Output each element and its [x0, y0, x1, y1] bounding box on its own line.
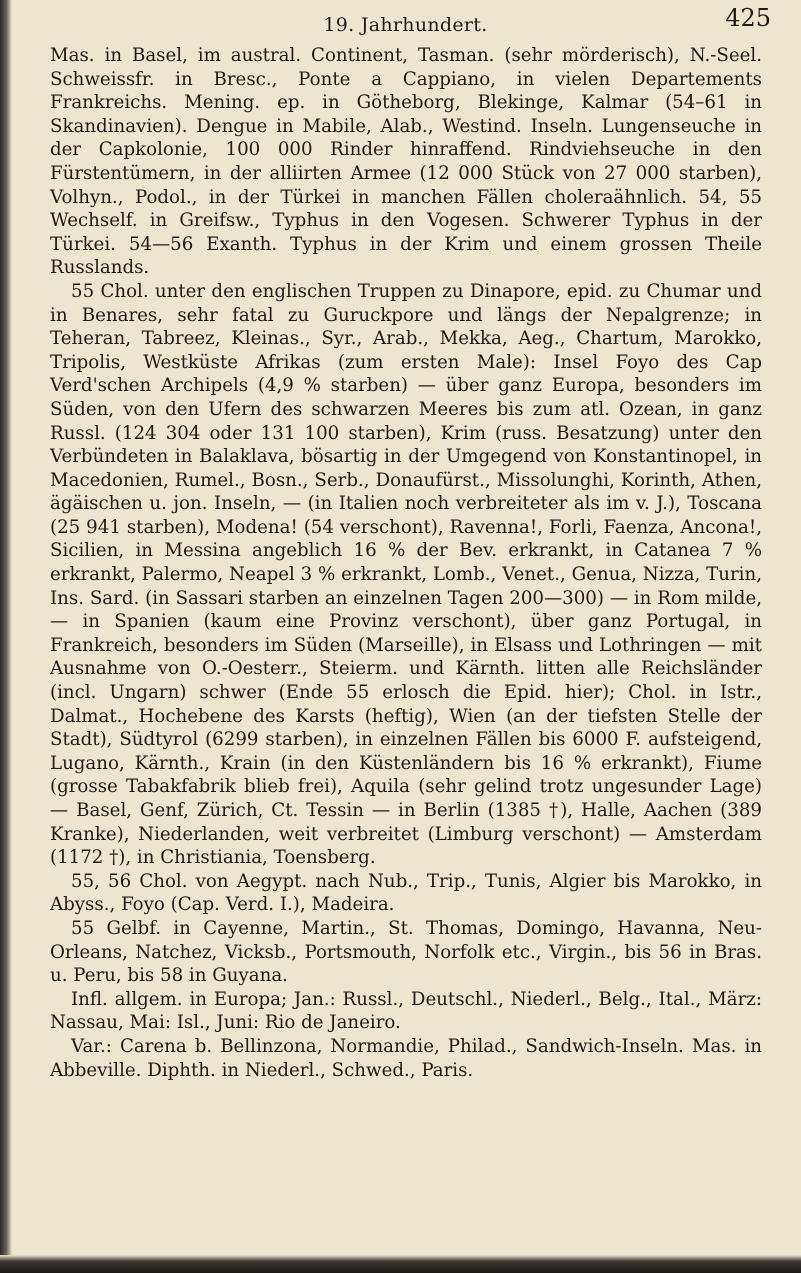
page-bottom-edge	[0, 1255, 801, 1273]
paragraph: Mas. in Basel, im austral. Continent, Tasman. (sehr mörderisch), N.-Seel. Schweissfr. in Bresc., Ponte a Cappiano, in vielen Departements Frankreichs. Mening. ep. in Götheborg, Blekinge, Kalmar (54–61 in Skandinavien). Dengue in Mabile, Alab., Westind. Inseln. Lungenseuche in der Capkolonie, 100 000 Rinder hinraffend. Rindviehseuche in den Fürstentümern, in der alliirten Armee (12 000 Stück von 27 000 starben), Volhyn., Podol., in der Türkei in manchen Fällen choleraähnlich. 54, 55 Wechself. in Greifsw., Typhus in den Vogesen. Schwerer Typhus in der Türkei. 54—56 Exanth. Typhus in der Krim und einem grossen Theile Russlands.	[50, 45, 762, 279]
paragraph: 55 Gelbf. in Cayenne, Martin., St. Thomas, Domingo, Havanna, Neu-Orleans, Natchez, Vicksb., Portsmouth, Norfolk etc., Virgin., bis 56 in Bras. u. Peru, bis 58 in Guyana.	[50, 917, 762, 987]
body-text	[50, 44, 762, 1082]
page-number: 425	[725, 4, 771, 32]
page-binding-shadow	[0, 0, 12, 1273]
paragraph: 55 Chol. unter den englischen Truppen zu Dinapore, epid. zu Chumar und in Benares, sehr fatal zu Guruckpore und längs der Nepalgrenze; in Teheran, Tabreez, Kleinas., Syr., Arab., Mekka, Aeg., Chartum, Marokko, Tripolis, Westküste Afrikas (zum ersten Male): Insel Foyo des Cap Verd'schen Archipels (4,9 % starben) — über ganz Europa, besonders im Süden, von den Ufern des schwarzen Meeres bis zum atl. Ozean, in ganz Russl. (124 304 oder 131 100 starben), Krim (russ. Besatzung) unter den Verbündeten in Balaklava, bösartig in der Umgegend von Konstantinopel, in Macedonien, Rumel., Bosn., Serb., Donaufürst., Missolunghi, Korinth, Athen, ägäischen u. jon. Inseln, — (in Italien noch verbreiteter als im v. J.), Toscana (25 941 starben), Modena! (54 verschont), Ravenna!, Forli, Faenza, Ancona!, Sicilien, in Messina angeblich 16 % der Bev. erkrankt, in Catanea 7 % erkrankt, Palermo, Neapel 3 % erkrankt, Lomb., Venet., Genua, Nizza, Turin, Ins. Sard. (in Sassari starben an einzelnen Tagen 200—300) — in Rom milde, — in Spanien (kaum eine Provinz verschont), über ganz Portugal, in Frankreich, besonders im Süden (Marseille), in Elsass und Lothringen — mit Ausnahme von O.-Oesterr., Steierm. und Kärnth. litten alle Reichsländer (incl. Ungarn) schwer (Ende 55 erlosch die Epid. hier); Chol. in Istr., Dalmat., Hochebene des Karsts (heftig), Wien (an der tiefsten Stelle der Stadt), Südtyrol (6299 starben), in einzelnen Fällen bis 6000 F. aufsteigend, Lugano, Kärnth., Krain (in den Küstenländern bis 16 % erkrankt), Fiume (grosse Tabakfabrik blieb frei), Aquila (sehr gelind trotz ungesunder Lage) — Basel, Genf, Zürich, Ct. Tessin — in Berlin (1385 †), Halle, Aachen (389 Kranke), Niederlanden, weit verbreitet (Limburg verschont) — Amsterdam (1172 †), in Christiania, Toensberg.	[50, 280, 762, 869]
paragraph: Infl. allgem. in Europa; Jan.: Russl., Deutschl., Niederl., Belg., Ital., März: Nassau, Mai: Isl., Juni: Rio de Janeiro.	[50, 988, 762, 1034]
paragraph: Var.: Carena b. Bellinzona, Normandie, Philad., Sandwich-Inseln. Mas. in Abbeville. Diphth. in Niederl., Schwed., Paris.	[50, 1035, 762, 1081]
paragraph: 55, 56 Chol. von Aegypt. nach Nub., Trip., Tunis, Algier bis Marokko, in Abyss., Foyo (Cap. Verd. I.), Madeira.	[50, 870, 762, 916]
page-header	[40, 4, 771, 40]
running-title: 19. Jahrhundert.	[323, 14, 488, 36]
